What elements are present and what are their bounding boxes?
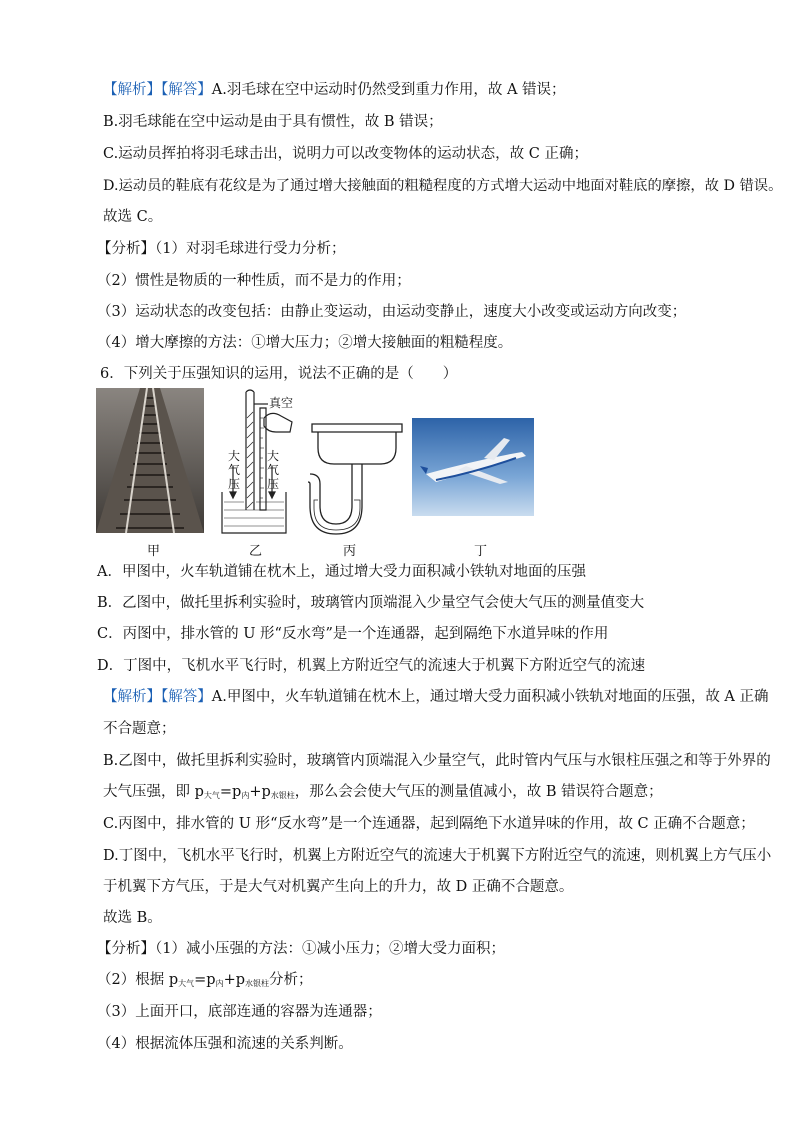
air-left-2: 气 xyxy=(228,463,241,477)
question-figures xyxy=(96,388,536,548)
air-left-3: 压 xyxy=(228,477,241,491)
analysis-tag-2: 【解析】【解答】 xyxy=(103,689,212,705)
analysis-tag: 【解析】【解答】 xyxy=(103,82,212,98)
solution-line-4: 大气压强，即 $p_{大气}=p_内+p_{水银柱}$，那么会会使大气压的测量值减小，故 B 错误符合题意； xyxy=(103,784,663,800)
solution-line-7: 于机翼下方气压，于是大气对机翼产生向上的升力，故 D 正确不合题意。 xyxy=(103,879,574,895)
answer-line-2: B.羽毛球能在空中运动是由于具有惯性，故 B 错误； xyxy=(103,114,443,130)
analysis2-line-3: （3）上面开口，底部连通的容器为连通器； xyxy=(97,1004,382,1020)
analysis-line-3: （3）运动状态的改变包括：由静止变运动，由运动变静止，速度大小改变或运动方向改变； xyxy=(97,304,687,320)
air-right-3: 压 xyxy=(267,477,280,491)
solution-line-3: B.乙图中，做托里拆利实验时，玻璃管内顶端混入少量空气，此时管内气压与水银柱压强之和等于外界的 xyxy=(103,753,771,769)
sink-u-trap-diagram xyxy=(308,424,402,534)
analysis2-line-4: （4）根据流体压强和流速的关系判断。 xyxy=(97,1036,353,1052)
answer-line-3: C.运动员挥拍将羽毛球击出，说明力可以改变物体的运动状态，故 C 正确； xyxy=(103,146,588,162)
airplane-photo xyxy=(412,418,534,516)
option-d: D．丁图中，飞机水平飞行时，机翼上方附近空气的流速大于机翼下方附近空气的流速 xyxy=(97,658,646,674)
railway-photo xyxy=(96,388,204,533)
figure-label-jia: 甲 xyxy=(147,544,161,559)
solution-line-8: 故选 B。 xyxy=(103,910,162,926)
answer-line-1: 【解析】【解答】A.羽毛球在空中运动时仍然受到重力作用，故 A 错误； xyxy=(103,82,566,98)
analysis2-line-1: 【分析】（1）减小压强的方法：①减小压力；②增大受力面积； xyxy=(97,941,505,957)
answer-line-4: D.运动员的鞋底有花纹是为了通过增大接触面的粗糙程度的方式增大运动中地面对鞋底的摩擦，故 D 错误。 xyxy=(103,178,783,194)
analysis-line-4: （4）增大摩擦的方法：①增大压力；②增大接触面的粗糙程度。 xyxy=(97,335,513,351)
figure-label-bing: 丙 xyxy=(343,544,357,559)
analysis2-line-2: （2）根据 $p_{大气}=p_内+p_{水银柱}$分析； xyxy=(97,972,313,988)
analysis-line-2: （2）惯性是物质的一种性质，而不是力的作用； xyxy=(97,273,411,289)
vacuum-label: 真空 xyxy=(269,396,294,410)
solution-line-2: 不合题意； xyxy=(103,721,176,737)
answer-line-5: 故选 C。 xyxy=(103,209,163,225)
solution-line-6: D.丁图中，飞机水平飞行时，机翼上方附近空气的流速大于机翼下方附近空气的流速，则机翼上方气压小 xyxy=(103,848,772,864)
air-right-1: 大 xyxy=(267,449,280,463)
solution-line-5: C.丙图中，排水管的 U 形“反水弯”是一个连通器，起到隔绝下水道异味的作用，故 C 正确不合题意； xyxy=(103,816,755,832)
option-b: B．乙图中，做托里拆利实验时，玻璃管内顶端混入少量空气会使大气压的测量值变大 xyxy=(97,595,645,611)
air-left-1: 大 xyxy=(228,449,241,463)
analysis-line-1: 【分析】（1）对羽毛球进行受力分析； xyxy=(97,241,346,257)
option-c: C．丙图中，排水管的 U 形“反水弯”是一个连通器，起到隔绝下水道异味的作用 xyxy=(97,626,609,642)
option-a: A．甲图中，火车轨道铺在枕木上，通过增大受力面积减小铁轨对地面的压强 xyxy=(97,564,586,580)
figure-label-yi: 乙 xyxy=(249,544,263,559)
solution-line-1: 【解析】【解答】A.甲图中，火车轨道铺在枕木上，通过增大受力面积减小铁轨对地面的压强，故 A 正确 xyxy=(103,689,769,705)
question-6: 6．下列关于压强知识的运用，说法不正确的是（ ） xyxy=(100,366,458,382)
air-right-2: 气 xyxy=(267,463,280,477)
figure-label-ding: 丁 xyxy=(474,544,488,559)
